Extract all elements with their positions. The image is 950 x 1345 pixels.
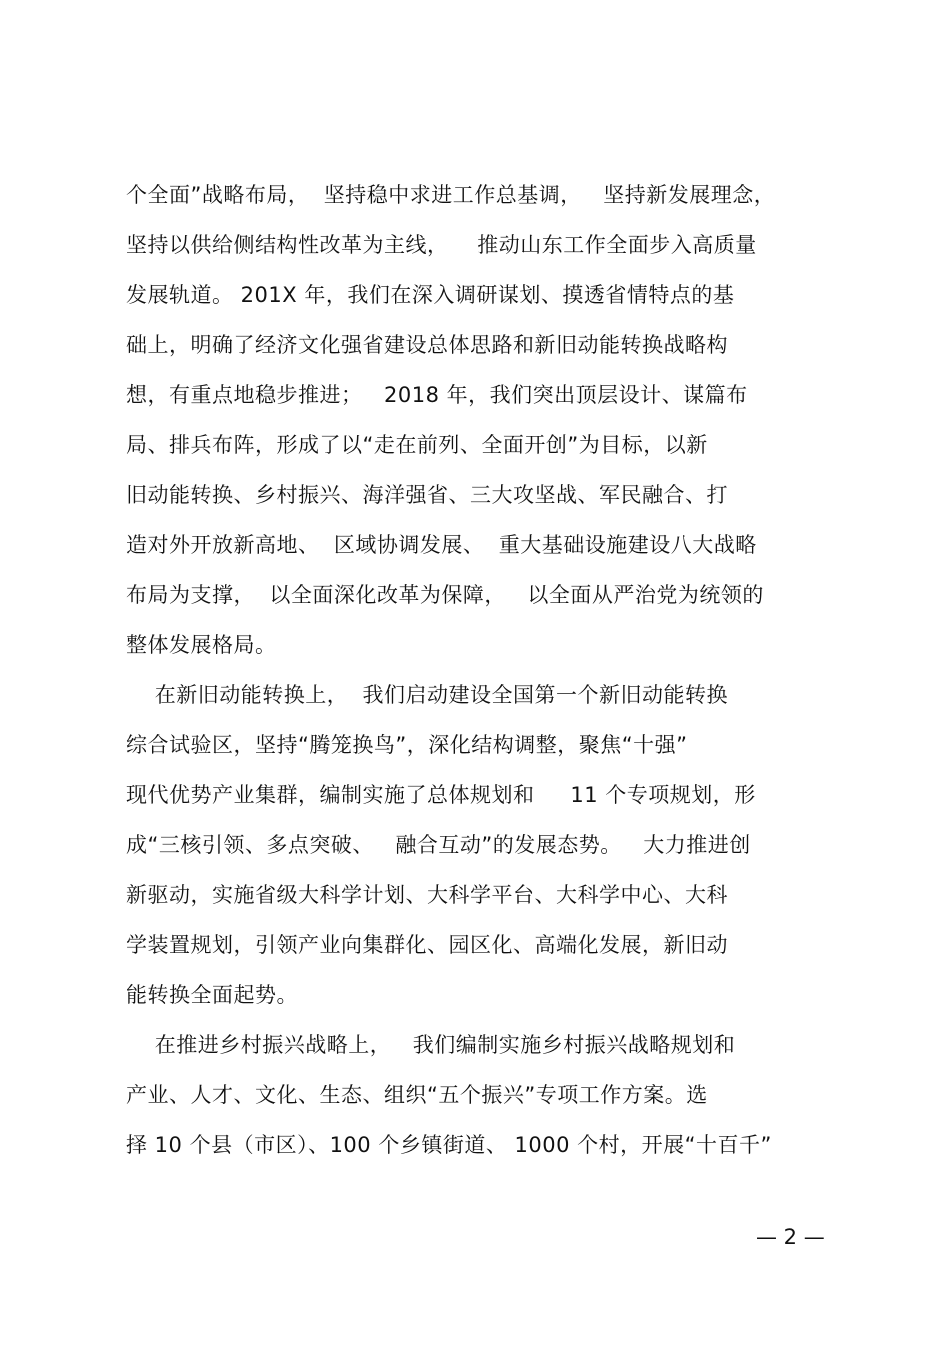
text-line: 在新旧动能转换上， 我们启动建设全国第一个新旧动能转换 (126, 683, 729, 707)
text-line: 想，有重点地稳步推进； 2018 年，我们突出顶层设计、谋篇布 (126, 383, 748, 407)
text-line: 现代优势产业集群，编制实施了总体规划和 11 个专项规划，形 (126, 783, 756, 807)
text-line: 择 10 个县（市区）、100 个乡镇街道、 1000 个村，开展“十百千” (126, 1133, 772, 1157)
text-line: 综合试验区，坚持“腾笼换鸟”，深化结构调整，聚焦“十强” (126, 733, 688, 757)
text-line: 在推进乡村振兴战略上， 我们编制实施乡村振兴战略规划和 (126, 1033, 736, 1057)
text-line: 局、排兵布阵，形成了以“走在前列、全面开创”为目标，以新 (126, 433, 708, 457)
text-line: 学装置规划，引领产业向集群化、园区化、高端化发展，新旧动 (126, 933, 728, 957)
text-line: 旧动能转换、乡村振兴、海洋强省、三大攻坚战、军民融合、打 (126, 483, 728, 507)
text-line: 整体发展格局。 (126, 633, 277, 657)
text-line: 坚持以供给侧结构性改革为主线， 推动山东工作全面步入高质量 (126, 233, 757, 257)
text-line: 新驱动，实施省级大科学计划、大科学平台、大科学中心、大科 (126, 883, 728, 907)
text-line: 发展轨道。 201X 年，我们在深入调研谋划、摸透省情特点的基 (126, 283, 735, 307)
text-line: 造对外开放新高地、 区域协调发展、 重大基础设施建设八大战略 (126, 533, 757, 557)
text-line: 个全面”战略布局， 坚持稳中求进工作总基调， 坚持新发展理念， (126, 183, 776, 207)
text-line: 产业、人才、文化、生态、组织“五个振兴”专项工作方案。选 (126, 1083, 708, 1107)
text-line: 成“三核引领、多点突破、 融合互动”的发展态势。 大力推进创 (126, 833, 751, 857)
page-number: — 2 — (756, 1225, 825, 1249)
text-line: 础上，明确了经济文化强省建设总体思路和新旧动能转换战略构 (126, 333, 728, 357)
text-line: 能转换全面起势。 (126, 983, 298, 1007)
text-line: 布局为支撑， 以全面深化改革为保障， 以全面从严治党为统领的 (126, 583, 764, 607)
